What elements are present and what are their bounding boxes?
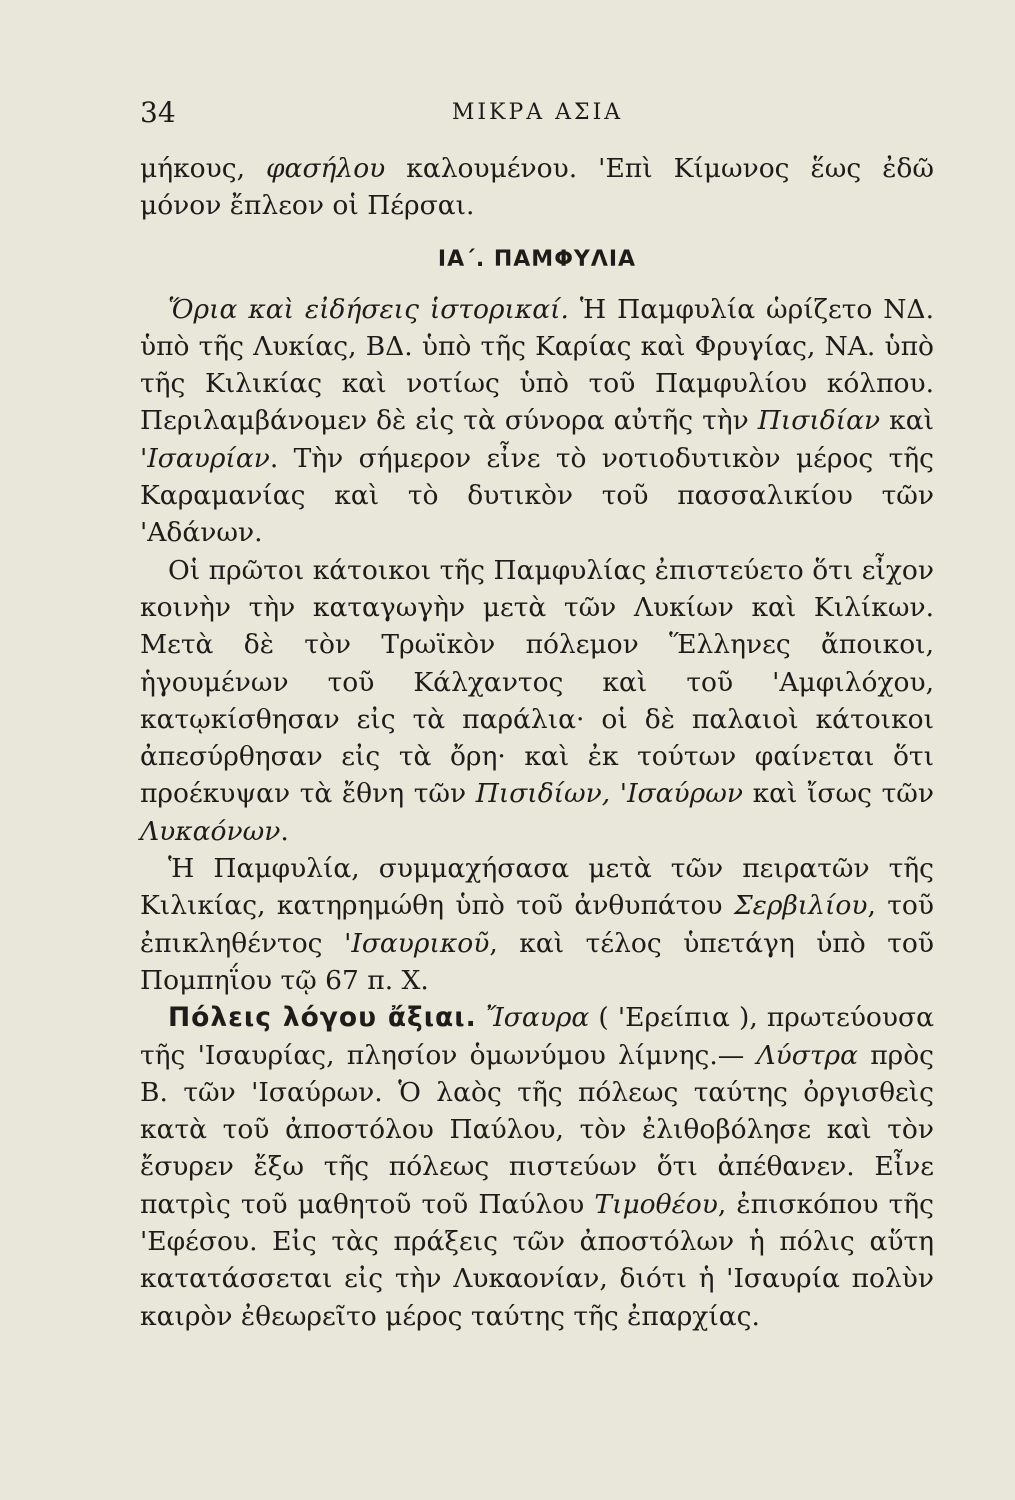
text-run: καὶ (880, 405, 934, 437)
paragraph-boundaries (140, 291, 934, 552)
italic-term: 'Ισαυρίαν (140, 442, 270, 474)
text-run: ( 'Ερείπια ), πρωτεύουσα τῆς 'Ισαυρίας, πλησίον ὁμωνύμου λίμνης.— (140, 1002, 934, 1071)
paragraph-history (140, 850, 934, 999)
italic-term: Λύστρα (756, 1039, 858, 1071)
text-run: Ἡ Παμφυλία ὡρίζετο ΝΔ. ὑπὸ τῆς Λυκίας, ΒΔ. ὑπὸ τῆς Καρίας καὶ Φρυγίας, ΝΑ. ὑπὸ τῆς Κιλικίας καὶ νοτίως ὑπὸ τοῦ Παμφυλίου κόλπου. Περιλαμβάνομεν δὲ εἰς τὰ σύνορα αὐτῆς τὴν (140, 293, 934, 437)
running-title: ΜΙΚΡΑ ΑΣΙΑ (451, 100, 624, 125)
page-body (140, 150, 934, 1335)
paragraph-inhabitants (140, 552, 934, 850)
italic-term: 'Ισαυρικοῦ (344, 927, 490, 959)
text-run: , ἐπισκόπου τῆς 'Εφέσου. Εἰς τὰς πράξεις τῶν ἀποστόλων ἡ πόλις αὕτη κατατάσσεται εἰς τὴν Λυκαονίαν, διότι ἡ 'Ισαυρία πολὺν καιρὸν ἐθεωρεῖτο μέρος ταύτης τῆς ἐπαρχίας. (140, 1188, 934, 1332)
intro-paragraph (140, 150, 934, 225)
italic-term: Τιμοθέου (594, 1188, 718, 1220)
text-run: πρὸς Β. τῶν 'Ισαύρων. Ὁ λαὸς τῆς πόλεως ταύτης ὀργισθεὶς κατὰ τοῦ ἀποστόλου Παύλου, τὸν ἐλιθοβόλησε καὶ τὸν ἔσυρεν ἔξω τῆς πόλεως πιστεύων ὅτι ἀπέθανεν. Εἶνε πατρὶς τοῦ μαθητοῦ τοῦ Παύλου (140, 1039, 935, 1220)
text-run: . (280, 815, 289, 847)
italic-term: Σερβιλίου (733, 890, 868, 922)
text-run: , τοῦ ἐπικληθέντος (140, 890, 934, 959)
text-run: Οἱ πρῶτοι κάτοικοι τῆς Παμφυλίας ἐπιστεύετο ὅτι εἶχον κοινὴν τὴν καταγωγὴν μετὰ τῶν Λυκίων καὶ Κιλίκων. Μετὰ δὲ τὸν Τρωϊκὸν πόλεμον Ἕλληνες ἄποικοι, ἡγουμένων τοῦ Κάλχαντος καὶ τοῦ 'Αμφιλόχου, κατῳκίσθησαν εἰς τὰ παράλια· οἱ δὲ παλαιοὶ κάτοικοι ἀπεσύρθησαν εἰς τὰ ὄρη· καὶ ἐκ τούτων φαίνεται ὅτι προέκυψαν τὰ ἔθνη τῶν (140, 554, 934, 810)
page-number: 34 (140, 96, 176, 129)
text-run: Ἡ Παμφυλία, συμμαχήσασα μετὰ τῶν πειρατῶν τῆς Κιλικίας, κατηρημώθη ὑπὸ τοῦ ἀνθυπάτου (140, 853, 934, 922)
intro-emphasis: φασήλου (266, 153, 386, 184)
italic-term: Πισιδίαν (757, 405, 881, 437)
paragraph-cities (140, 999, 934, 1335)
italic-term: Ἴσαυρα (485, 1002, 590, 1034)
section-title: ΙΑ΄. ΠΑΜΦΥΛΙΑ (437, 246, 637, 272)
text-run (477, 1002, 486, 1033)
italic-term: Πισιδίων, 'Ισαύρων (475, 778, 743, 810)
text-run: καὶ ἴσως τῶν (742, 778, 934, 810)
text-run: , καὶ τέλος ὑπετάγη ὑπὸ τοῦ Πομπηΐου τῷ 67 π. Χ. (140, 927, 935, 996)
text-run: . Τὴν σήμερον εἶνε τὸ νοτιοδυτικὸν μέρος τῆς Καραμανίας καὶ τὸ δυτικὸν τοῦ πασσαλικίου τῶν 'Αδάνων. (140, 442, 934, 549)
page-header (140, 96, 935, 136)
intro-rest: καλουμένου. 'Επὶ Κίμωνος ἕως ἐδῶ μόνον ἔπλεον οἱ Πέρσαι. (140, 153, 934, 222)
paragraph-heading: Ὅρια καὶ εἰδήσεις ἱστορικαί. (168, 293, 569, 325)
intro-lead: μήκους, (140, 153, 266, 184)
italic-term: Λυκαόνων (140, 815, 281, 847)
cities-subheading: Πόλεις λόγου ἄξιαι. (168, 1002, 477, 1034)
